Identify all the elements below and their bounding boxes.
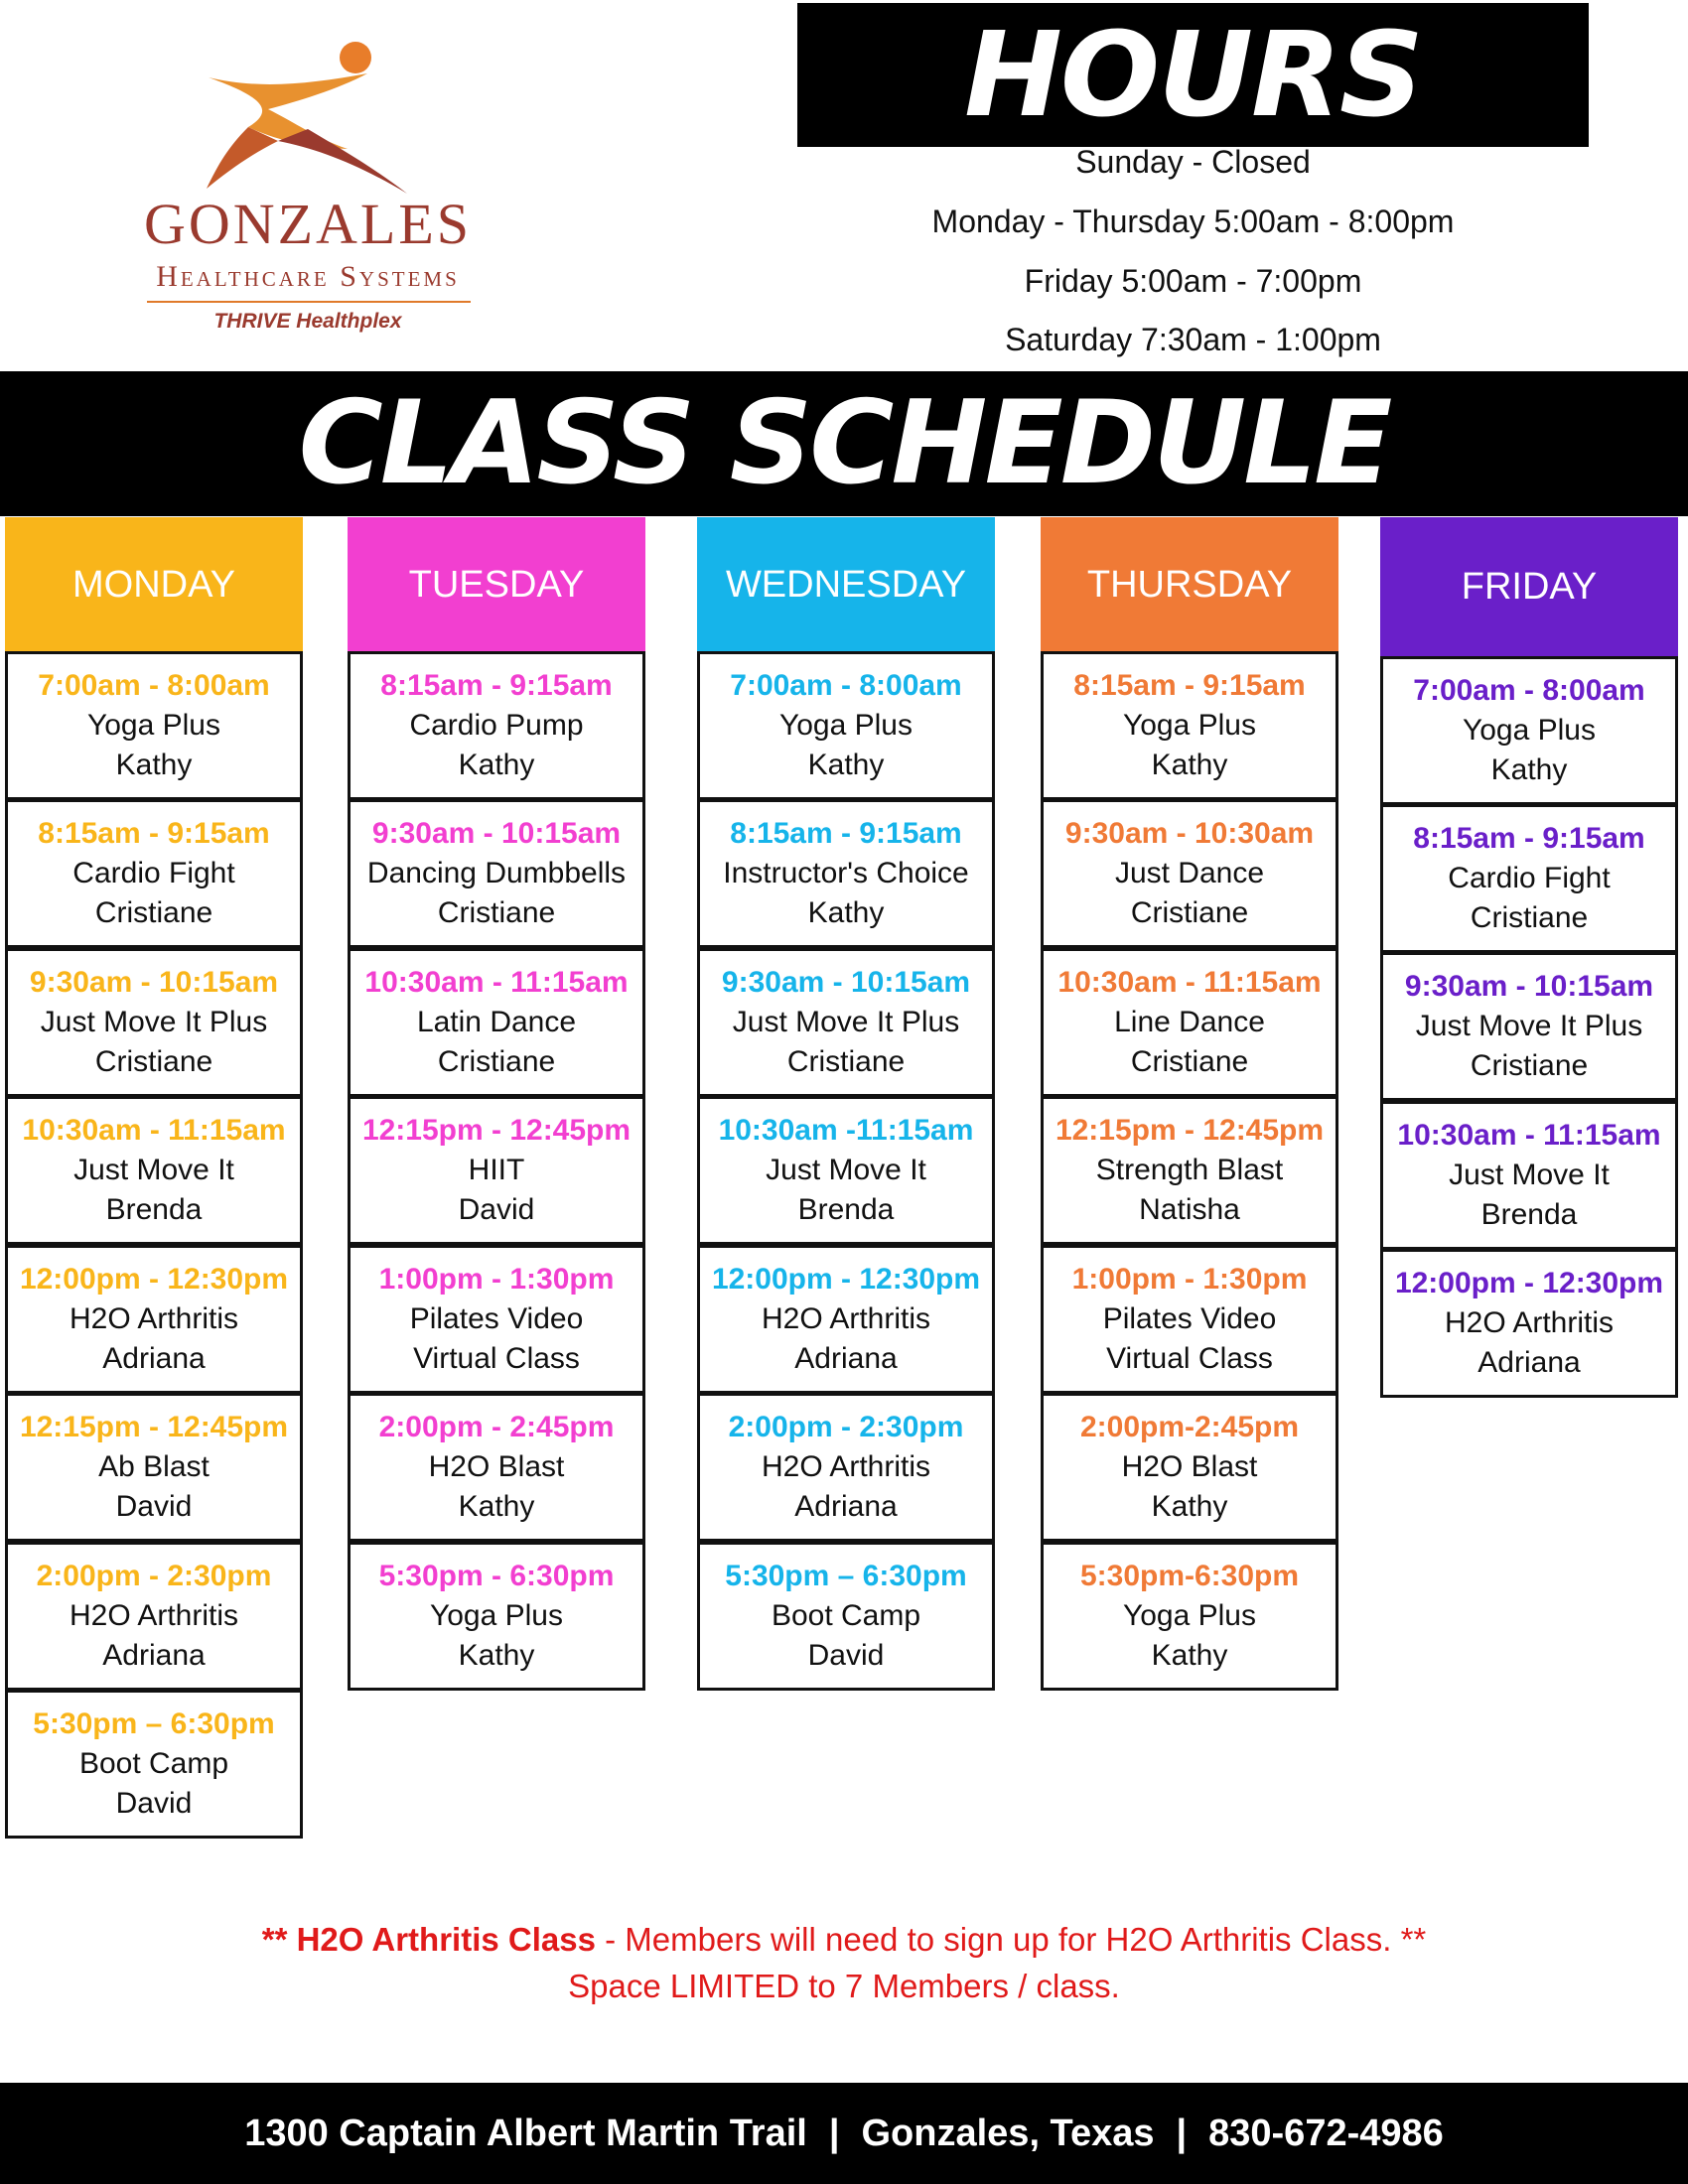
class-time: 12:15pm - 12:45pm	[361, 1114, 632, 1147]
class-instructor: Cristiane	[437, 896, 556, 929]
class-time: 7:00am - 8:00am	[38, 669, 270, 702]
class-title: H2O Arthritis	[761, 1302, 931, 1335]
class-time: 12:15pm - 12:45pm	[19, 1411, 289, 1443]
class-card	[1041, 948, 1338, 1097]
class-card	[348, 1542, 645, 1691]
class-time: 8:15am - 9:15am	[730, 817, 962, 850]
class-card	[348, 948, 645, 1097]
class-card	[1380, 952, 1678, 1101]
class-instructor: Kathy	[1151, 1639, 1228, 1672]
class-instructor: Kathy	[807, 749, 885, 781]
class-title: H2O Arthritis	[69, 1302, 239, 1335]
class-time: 9:30am - 10:15am	[371, 817, 622, 850]
class-time: 10:30am - 11:15am	[364, 966, 629, 999]
class-card	[697, 651, 995, 800]
day-header: MONDAY	[5, 517, 303, 652]
class-card	[697, 1245, 995, 1394]
footer-separator: |	[828, 2113, 840, 2154]
hours-line: Sunday - Closed	[1075, 144, 1311, 180]
class-time: 7:00am - 8:00am	[730, 669, 962, 702]
class-title: Cardio Fight	[1448, 862, 1611, 894]
class-instructor: Cristiane	[437, 1045, 556, 1078]
class-time: 12:15pm - 12:45pm	[1055, 1114, 1325, 1147]
signup-note	[0, 1921, 1688, 1959]
class-card	[697, 1542, 995, 1691]
class-time: 2:00pm - 2:30pm	[36, 1560, 272, 1592]
brand-logo	[119, 30, 496, 347]
class-instructor: Brenda	[1480, 1198, 1578, 1231]
class-time: 8:15am - 9:15am	[1413, 822, 1645, 855]
class-instructor: Cristiane	[1470, 901, 1589, 934]
class-instructor: David	[458, 1193, 535, 1226]
class-time: 5:30pm - 6:30pm	[378, 1560, 615, 1592]
class-card	[348, 1245, 645, 1394]
class-card	[5, 799, 303, 948]
class-card	[1041, 799, 1338, 948]
class-instructor: Kathy	[115, 749, 193, 781]
class-card	[348, 1096, 645, 1245]
class-title: Yoga Plus	[778, 709, 913, 742]
class-instructor: Virtual Class	[413, 1342, 580, 1375]
footer-phone: 830-672-4986	[1208, 2113, 1444, 2154]
class-card	[1041, 1542, 1338, 1691]
class-instructor: Cristiane	[94, 1045, 213, 1078]
class-card	[1380, 804, 1678, 953]
class-card	[5, 1393, 303, 1542]
capacity-note: Space LIMITED to 7 Members / class.	[568, 1968, 1120, 2004]
class-card	[5, 1690, 303, 1839]
class-title: Dancing Dumbbells	[366, 857, 627, 889]
class-time: 9:30am - 10:15am	[29, 966, 279, 999]
class-time: 12:00pm - 12:30pm	[19, 1263, 289, 1296]
hours-line: Saturday 7:30am - 1:00pm	[1005, 322, 1381, 357]
footer-address: 1300 Captain Albert Martin Trail	[244, 2113, 807, 2154]
class-time: 10:30am - 11:15am	[22, 1114, 286, 1147]
class-instructor: Kathy	[1151, 749, 1228, 781]
class-instructor: Virtual Class	[1106, 1342, 1273, 1375]
class-time: 8:15am - 9:15am	[38, 817, 270, 850]
class-time: 1:00pm - 1:30pm	[1071, 1263, 1308, 1296]
class-card	[697, 1096, 995, 1245]
class-time: 9:30am - 10:15am	[1404, 970, 1654, 1003]
day-header: FRIDAY	[1380, 517, 1678, 656]
class-instructor: Adriana	[1477, 1346, 1581, 1379]
footer-city: Gonzales, Texas	[861, 2113, 1155, 2154]
class-time: 10:30am - 11:15am	[1057, 966, 1322, 999]
class-title: Yoga Plus	[1462, 714, 1596, 747]
class-instructor: David	[115, 1490, 193, 1523]
class-title: Yoga Plus	[429, 1599, 563, 1632]
class-title: H2O Arthritis	[761, 1450, 931, 1483]
class-time: 9:30am - 10:30am	[1064, 817, 1315, 850]
class-card	[1041, 651, 1338, 800]
brand-name: GONZALES	[143, 192, 473, 256]
class-instructor: David	[115, 1787, 193, 1820]
class-instructor: Cristiane	[786, 1045, 906, 1078]
class-instructor: Brenda	[797, 1193, 895, 1226]
class-time: 8:15am - 9:15am	[380, 669, 613, 702]
class-time: 12:00pm - 12:30pm	[1394, 1267, 1664, 1299]
class-title: Boot Camp	[771, 1599, 921, 1632]
class-instructor: Adriana	[102, 1342, 206, 1375]
hours-line: Friday 5:00am - 7:00pm	[1024, 263, 1362, 299]
class-title: H2O Arthritis	[1444, 1306, 1615, 1339]
class-title: Just Move It Plus	[1415, 1010, 1643, 1042]
class-card	[697, 1393, 995, 1542]
class-time: 8:15am - 9:15am	[1073, 669, 1306, 702]
class-time: 9:30am - 10:15am	[721, 966, 971, 999]
class-title: Ab Blast	[98, 1450, 210, 1483]
class-card	[697, 799, 995, 948]
class-title: Just Move It	[73, 1154, 234, 1186]
class-time: 2:00pm - 2:45pm	[378, 1411, 615, 1443]
class-instructor: Kathy	[1490, 753, 1568, 786]
class-card	[1041, 1096, 1338, 1245]
class-instructor: Cristiane	[1470, 1049, 1589, 1082]
class-title: Just Move It Plus	[732, 1006, 960, 1038]
brand-tagline: THRIVE Healthplex	[213, 310, 402, 333]
class-instructor: Cristiane	[1130, 1045, 1249, 1078]
class-instructor: David	[807, 1639, 885, 1672]
class-title: Pilates Video	[409, 1302, 584, 1335]
note-prefix: ** H2O Arthritis Class	[261, 1921, 596, 1958]
class-title: H2O Blast	[428, 1450, 565, 1483]
class-instructor: Cristiane	[1130, 896, 1249, 929]
running-figure-icon	[189, 30, 427, 199]
class-card	[5, 1096, 303, 1245]
class-card	[1380, 1101, 1678, 1250]
class-card	[5, 1245, 303, 1394]
note-text: - Members will need to sign up for H2O Arthritis Class. **	[595, 1921, 1427, 1958]
class-card	[5, 1542, 303, 1691]
class-time: 2:00pm - 2:30pm	[728, 1411, 964, 1443]
class-instructor: Natisha	[1139, 1193, 1240, 1226]
class-title: Yoga Plus	[1122, 1599, 1256, 1632]
class-instructor: Adriana	[794, 1342, 898, 1375]
class-instructor: Brenda	[105, 1193, 203, 1226]
class-instructor: Kathy	[458, 1639, 535, 1672]
class-title: H2O Blast	[1121, 1450, 1258, 1483]
class-title: Cardio Pump	[409, 709, 584, 742]
class-card	[348, 1393, 645, 1542]
class-card	[1380, 1249, 1678, 1398]
class-title: Strength Blast	[1095, 1154, 1284, 1186]
class-time: 2:00pm-2:45pm	[1079, 1411, 1300, 1443]
hours-title: HOURS	[797, 3, 1589, 147]
class-instructor: Kathy	[807, 896, 885, 929]
schedule-title: CLASS SCHEDULE	[0, 371, 1688, 516]
class-instructor: Kathy	[1151, 1490, 1228, 1523]
class-card	[1041, 1245, 1338, 1394]
footer-separator: |	[1176, 2113, 1188, 2154]
class-time: 10:30am - 11:15am	[1397, 1119, 1661, 1152]
class-time: 7:00am - 8:00am	[1413, 674, 1645, 707]
class-title: Latin Dance	[416, 1006, 577, 1038]
class-card	[697, 948, 995, 1097]
class-instructor: Adriana	[794, 1490, 898, 1523]
class-card	[5, 948, 303, 1097]
class-card	[348, 651, 645, 800]
brand-subtitle: Healthcare Systems	[156, 260, 460, 293]
class-title: Line Dance	[1114, 1006, 1265, 1038]
class-title: Pilates Video	[1102, 1302, 1277, 1335]
class-time: 5:30pm – 6:30pm	[725, 1560, 967, 1592]
brand-divider	[147, 301, 471, 303]
class-title: Just Move It	[766, 1154, 926, 1186]
class-title: Just Move It	[1449, 1159, 1610, 1191]
day-header: WEDNESDAY	[697, 517, 995, 652]
class-title: Just Move It Plus	[40, 1006, 268, 1038]
class-title: Cardio Fight	[72, 857, 235, 889]
class-instructor: Kathy	[458, 749, 535, 781]
class-card	[1380, 656, 1678, 805]
class-time: 5:30pm-6:30pm	[1079, 1560, 1300, 1592]
class-title: Yoga Plus	[86, 709, 220, 742]
class-title: Just Dance	[1114, 857, 1265, 889]
class-title: H2O Arthritis	[69, 1599, 239, 1632]
hours-line: Monday - Thursday 5:00am - 8:00pm	[931, 204, 1455, 239]
class-title: Yoga Plus	[1122, 709, 1256, 742]
class-instructor: Kathy	[458, 1490, 535, 1523]
class-time: 12:00pm - 12:30pm	[711, 1263, 981, 1296]
class-card	[5, 651, 303, 800]
class-card	[1041, 1393, 1338, 1542]
class-time: 1:00pm - 1:30pm	[378, 1263, 615, 1296]
class-title: Boot Camp	[78, 1747, 229, 1780]
class-time: 5:30pm – 6:30pm	[33, 1707, 275, 1740]
class-time: 10:30am -11:15am	[718, 1114, 974, 1147]
class-title: HIIT	[468, 1154, 525, 1186]
class-card	[348, 799, 645, 948]
class-instructor: Adriana	[102, 1639, 206, 1672]
footer-bar	[0, 2083, 1688, 2184]
class-instructor: Cristiane	[94, 896, 213, 929]
class-title: Instructor's Choice	[723, 857, 969, 889]
day-header: THURSDAY	[1041, 517, 1338, 652]
day-header: TUESDAY	[348, 517, 645, 652]
